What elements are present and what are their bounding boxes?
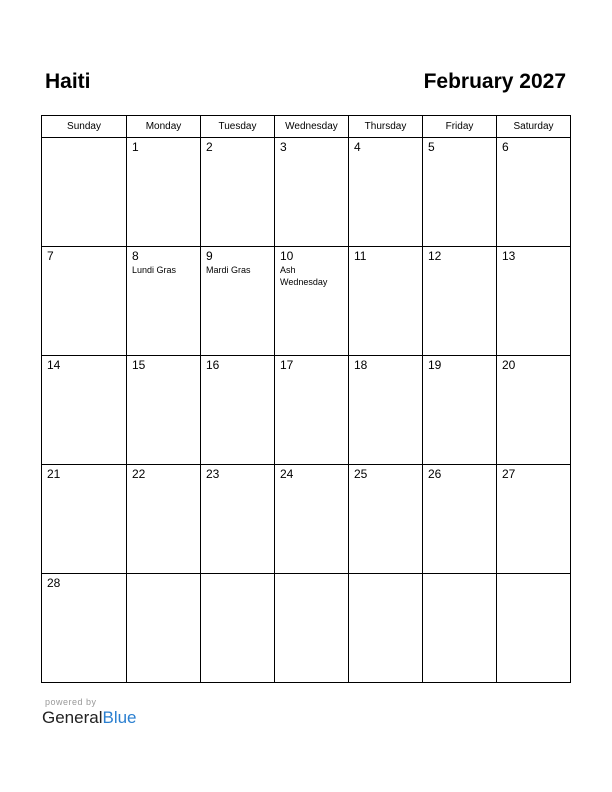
day-number: 16	[206, 358, 220, 372]
holiday-lundi-gras: Lundi Gras	[132, 265, 177, 275]
day-cell-empty	[497, 574, 571, 683]
day-cell	[201, 247, 275, 356]
day-number: 13	[502, 249, 516, 263]
day-cell	[201, 356, 275, 465]
day-cell-empty	[349, 574, 423, 683]
day-cell	[127, 247, 201, 356]
powered-by-label: powered by	[45, 697, 97, 707]
generalblue-logo	[42, 708, 137, 728]
day-number: 6	[502, 140, 509, 154]
day-number: 8	[132, 249, 139, 263]
day-cell	[127, 356, 201, 465]
day-cell-empty	[275, 574, 349, 683]
week-row	[42, 465, 571, 574]
day-number: 20	[502, 358, 516, 372]
week-row	[42, 356, 571, 465]
weekday-header-row	[42, 116, 571, 138]
week-row	[42, 247, 571, 356]
weekday-monday: Monday	[127, 116, 201, 138]
day-cell	[349, 138, 423, 247]
day-number: 1	[132, 140, 139, 154]
month-title: February 2027	[423, 70, 566, 93]
day-cell	[275, 356, 349, 465]
day-number: 17	[280, 358, 294, 372]
day-cell	[42, 574, 127, 683]
day-cell	[423, 356, 497, 465]
day-cell	[349, 247, 423, 356]
day-cell	[42, 247, 127, 356]
day-cell	[349, 356, 423, 465]
day-number: 25	[354, 467, 368, 481]
day-cell	[201, 465, 275, 574]
day-number: 23	[206, 467, 220, 481]
day-number: 3	[280, 140, 287, 154]
day-number: 26	[428, 467, 442, 481]
day-cell	[497, 247, 571, 356]
day-number: 18	[354, 358, 368, 372]
day-number: 2	[206, 140, 213, 154]
day-cell	[275, 465, 349, 574]
day-cell	[423, 247, 497, 356]
weekday-thursday: Thursday	[349, 116, 423, 138]
day-number: 9	[206, 249, 213, 263]
day-number: 14	[47, 358, 61, 372]
day-number: 24	[280, 467, 294, 481]
day-number: 22	[132, 467, 146, 481]
day-cell	[423, 138, 497, 247]
day-cell	[423, 465, 497, 574]
weekday-sunday: Sunday	[42, 116, 127, 138]
day-number: 21	[47, 467, 61, 481]
day-cell	[275, 138, 349, 247]
day-number: 15	[132, 358, 146, 372]
holiday-mardi-gras: Mardi Gras	[206, 265, 251, 275]
day-cell	[127, 138, 201, 247]
day-cell	[201, 138, 275, 247]
weekday-wednesday: Wednesday	[275, 116, 349, 138]
day-number: 4	[354, 140, 361, 154]
day-cell	[42, 138, 127, 247]
day-cell-empty	[423, 574, 497, 683]
day-cell	[127, 465, 201, 574]
day-cell	[275, 247, 349, 356]
day-number: 28	[47, 576, 61, 590]
day-cell	[497, 465, 571, 574]
day-cell	[497, 138, 571, 247]
day-cell	[42, 356, 127, 465]
day-number: 12	[428, 249, 442, 263]
day-number: 7	[47, 249, 54, 263]
day-number: 5	[428, 140, 435, 154]
calendar-grid	[41, 115, 571, 683]
week-row	[42, 138, 571, 247]
weekday-tuesday: Tuesday	[201, 116, 275, 138]
day-cell	[349, 465, 423, 574]
day-cell-empty	[127, 574, 201, 683]
brand-general: General	[42, 708, 103, 727]
day-number: 11	[354, 249, 367, 263]
day-number: 10	[280, 249, 294, 263]
brand-blue: Blue	[102, 708, 137, 727]
day-cell	[497, 356, 571, 465]
country-title: Haiti	[45, 70, 91, 93]
weekday-saturday: Saturday	[497, 116, 571, 138]
day-cell	[42, 465, 127, 574]
day-number: 19	[428, 358, 442, 372]
week-row	[42, 574, 571, 683]
day-number: 27	[502, 467, 516, 481]
holiday-ash-wednesday: Ash Wednesday	[280, 265, 328, 287]
weekday-friday: Friday	[423, 116, 497, 138]
day-cell-empty	[201, 574, 275, 683]
